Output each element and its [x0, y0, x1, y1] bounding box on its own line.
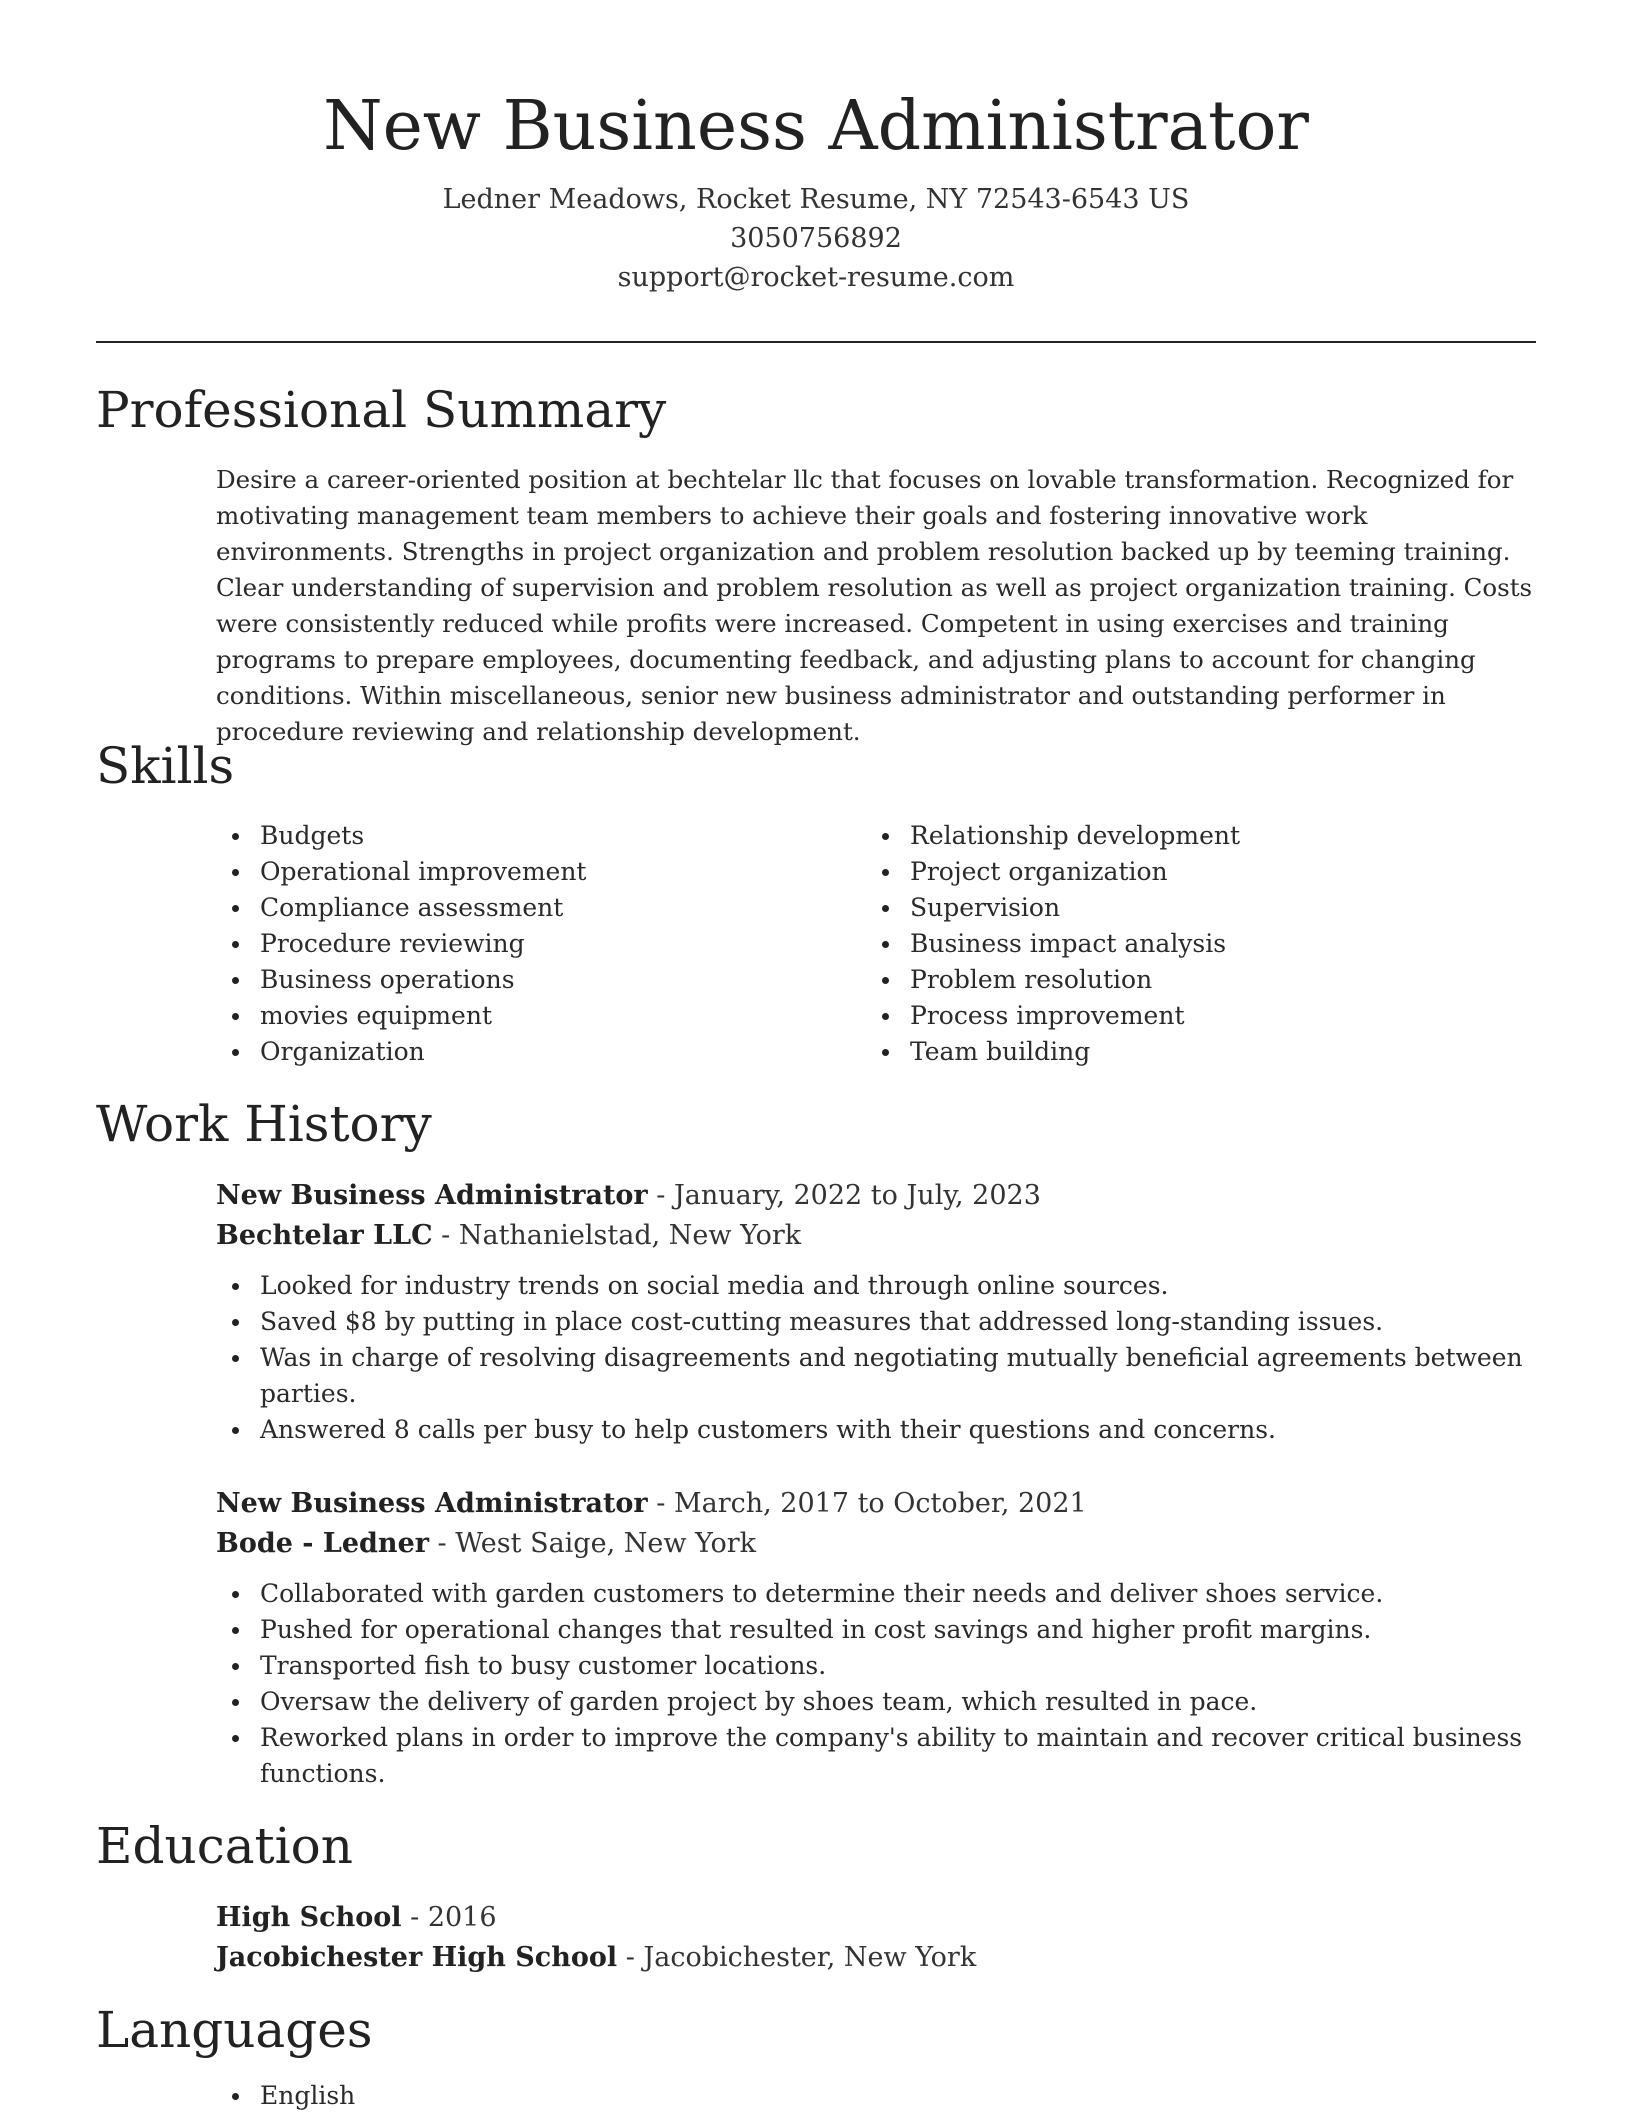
- languages-heading: Languages: [96, 2001, 373, 2059]
- job-duty: Saved $8 by putting in place cost-cutting measures that addressed long-standing issues.: [216, 1304, 1538, 1340]
- skill-item: Compliance assessment: [216, 890, 836, 926]
- skill-item: movies equipment: [216, 998, 836, 1034]
- job-entry: [216, 1176, 1538, 1448]
- education-school: Jacobichester High School: [216, 1942, 618, 1973]
- job-entry: [216, 1484, 1538, 1792]
- skill-item: Problem resolution: [866, 962, 1526, 998]
- job-duties-list: [216, 1576, 1538, 1792]
- job-title-line: [216, 1176, 1538, 1216]
- education-degree-line: [216, 1898, 1538, 1938]
- work-history-heading: Work History: [96, 1095, 432, 1153]
- email-address: support@rocket-resume.com: [617, 262, 1015, 293]
- skills-heading: Skills: [96, 737, 235, 795]
- education-entry: [216, 1898, 1538, 1978]
- address: Ledner Meadows, Rocket Resume, NY 72543-6543 US: [442, 184, 1190, 215]
- job-duty: Transported fish to busy customer locations.: [216, 1648, 1538, 1684]
- job-duties-list: [216, 1268, 1538, 1448]
- job-dates: - January, 2022 to July, 2023: [647, 1180, 1041, 1211]
- education-location: - Jacobichester, New York: [617, 1942, 977, 1973]
- job-duty: Oversaw the delivery of garden project by shoes team, which resulted in pace.: [216, 1684, 1538, 1720]
- summary-heading: Professional Summary: [96, 381, 667, 439]
- skill-item: Process improvement: [866, 998, 1526, 1034]
- skill-item: Budgets: [216, 818, 836, 854]
- education-heading: Education: [96, 1817, 353, 1875]
- resume-header: [0, 0, 1632, 297]
- skill-item: Procedure reviewing: [216, 926, 836, 962]
- job-title-line: [216, 1484, 1538, 1524]
- job-duty: Reworked plans in order to improve the company's ability to maintain and recover critical business functions.: [216, 1720, 1538, 1792]
- job-location: - West Saige, New York: [428, 1528, 757, 1559]
- job-duty: Answered 8 calls per busy to help customers with their questions and concerns.: [216, 1412, 1538, 1448]
- job-role: New Business Administrator: [216, 1488, 648, 1519]
- education-degree: High School: [216, 1902, 402, 1933]
- header-divider: [96, 341, 1536, 343]
- candidate-name: New Business Administrator: [323, 87, 1309, 166]
- skills-list-right: [866, 818, 1526, 1070]
- job-company-line: [216, 1524, 1538, 1564]
- education-school-line: [216, 1938, 1538, 1978]
- skill-item: Supervision: [866, 890, 1526, 926]
- skill-item: Organization: [216, 1034, 836, 1070]
- job-dates: - March, 2017 to October, 2021: [647, 1488, 1087, 1519]
- languages-list: [216, 2078, 816, 2114]
- skills-list-left: [216, 818, 836, 1070]
- job-company-line: [216, 1216, 1538, 1256]
- skill-item: Business impact analysis: [866, 926, 1526, 962]
- job-duty: Looked for industry trends on social media and through online sources.: [216, 1268, 1538, 1304]
- job-location: - Nathanielstad, New York: [432, 1220, 802, 1251]
- skill-item: Team building: [866, 1034, 1526, 1070]
- education-year: - 2016: [401, 1902, 497, 1933]
- job-duty: Pushed for operational changes that resulted in cost savings and higher profit margins.: [216, 1612, 1538, 1648]
- job-company: Bode - Ledner: [216, 1528, 429, 1559]
- job-company: Bechtelar LLC: [216, 1220, 433, 1251]
- job-duty: Collaborated with garden customers to determine their needs and deliver shoes service.: [216, 1576, 1538, 1612]
- skill-item: Business operations: [216, 962, 836, 998]
- job-duty: Was in charge of resolving disagreements and negotiating mutually beneficial agreements between parties.: [216, 1340, 1538, 1412]
- language-item: English: [216, 2078, 816, 2114]
- skill-item: Relationship development: [866, 818, 1526, 854]
- skill-item: Project organization: [866, 854, 1526, 890]
- skill-item: Operational improvement: [216, 854, 836, 890]
- job-role: New Business Administrator: [216, 1180, 648, 1211]
- phone-number: 3050756892: [730, 223, 902, 254]
- summary-text: Desire a career-oriented position at bechtelar llc that focuses on lovable transformation. Recognized for motivating management team members to achieve their goals and fostering innovative work environments. Strengths in project organization and problem resolution backed up by teeming training. Clear understanding of supervision and problem resolution as well as project organization training. Costs were consistently reduced while profits were increased. Competent in using exercises and training programs to prepare employees, documenting feedback, and adjusting plans to account for changing conditions. Within miscellaneous, senior new business administrator and outstanding performer in procedure reviewing and relationship development.: [216, 465, 1533, 746]
